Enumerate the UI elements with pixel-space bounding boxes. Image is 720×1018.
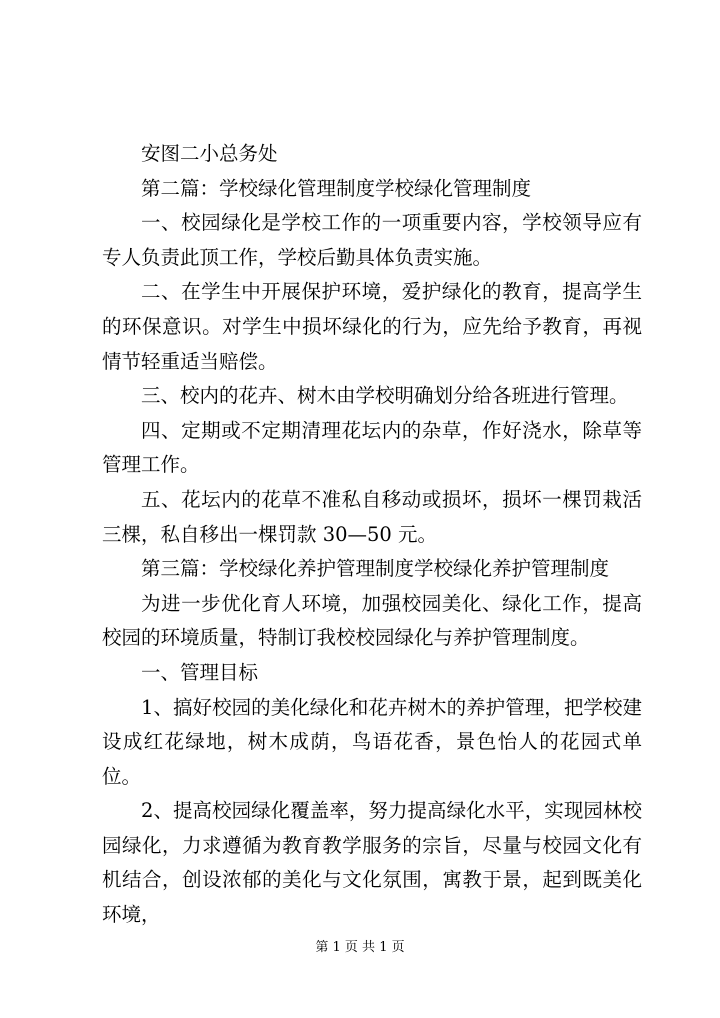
paragraph-heading-part3: 第三篇：学校绿化养护管理制度学校绿化养护管理制度 xyxy=(141,557,610,581)
paragraph-intro: 为进一步优化育人环境，加强校园美化、绿化工作，提高校园的环境质量，特制订我校校园绿化与养护管理制度。 xyxy=(102,591,642,650)
paragraph-rule-4: 四、定期或不定期清理花坛内的杂草，作好浇水，除草等管理工作。 xyxy=(102,418,642,477)
paragraph-heading-part2: 第二篇：学校绿化管理制度学校绿化管理制度 xyxy=(141,176,532,200)
paragraph-rule-3: 三、校内的花卉、树木由学校明确划分给各班进行管理。 xyxy=(141,384,629,408)
paragraph-rule-5: 五、花坛内的花草不准私自移动或损坏，损坏一棵罚栽活三棵，私自移出一棵罚款 30—50 元。 xyxy=(102,487,642,546)
paragraph-rule-2: 二、在学生中开展保护环境，爱护绿化的教育，提高学生的环保意识。对学生中损坏绿化的行为，应先给予教育，再视情节轻重适当赔偿。 xyxy=(102,280,642,373)
document-body xyxy=(102,137,642,933)
paragraph-section-goals: 一、管理目标 xyxy=(141,660,259,684)
paragraph-goal-1: 1、搞好校园的美化绿化和花卉树木的养护管理，把学校建设成红花绿地，树木成荫，鸟语花香，景色怡人的花园式单位。 xyxy=(102,695,642,788)
paragraph-rule-1: 一、校园绿化是学校工作的一项重要内容，学校领导应有专人负责此顶工作，学校后勤具体负责实施。 xyxy=(102,211,642,269)
page-footer: 第 1 页 共 1 页 xyxy=(315,940,405,955)
paragraph-signature: 安图二小总务处 xyxy=(141,142,278,165)
paragraph-goal-2: 2、提高校园绿化覆盖率，努力提高绿化水平，实现园林校园绿化，力求遵循为教育教学服务的宗旨，尽量与校园文化有机结合，创设浓郁的美化与文化氛围，寓教于景，起到既美化环境， xyxy=(102,799,642,927)
